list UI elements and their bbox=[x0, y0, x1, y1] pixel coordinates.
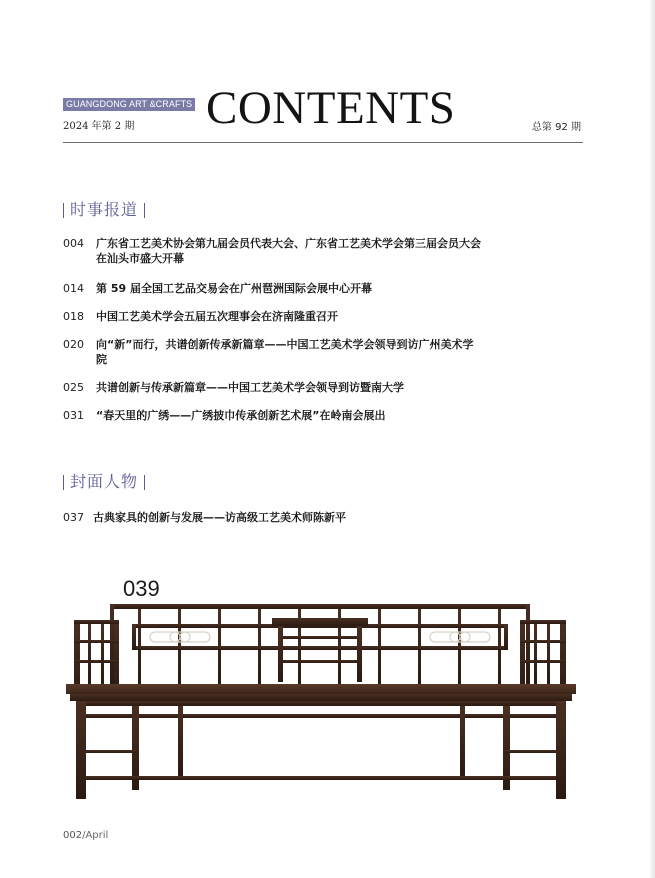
toc-entry[interactable] bbox=[63, 337, 483, 367]
heading-bar-right bbox=[144, 203, 145, 218]
toc-entry[interactable] bbox=[63, 236, 483, 266]
footer-month: /April bbox=[82, 830, 109, 841]
toc-title: 广东省工艺美术协会第九届会员代表大会、广东省工艺美术学会第三届会员大会在汕头市盛大开幕 bbox=[96, 237, 481, 265]
toc-list-cover-person bbox=[63, 510, 483, 525]
toc-page-number: 037 bbox=[63, 511, 84, 524]
toc-entry[interactable] bbox=[63, 408, 483, 423]
footer-page-number: 002 bbox=[63, 830, 83, 841]
header-divider bbox=[63, 142, 583, 143]
toc-entry[interactable] bbox=[63, 281, 483, 296]
toc-title: 共谱创新与传承新篇章——中国工艺美术学会领导到访暨南大学 bbox=[96, 381, 404, 394]
issue-number: 2024 年第 2 期 bbox=[63, 121, 135, 132]
toc-entry[interactable] bbox=[63, 380, 483, 395]
toc-page-number: 031 bbox=[63, 409, 84, 422]
section-heading-cover-person bbox=[63, 472, 145, 492]
toc-entry[interactable] bbox=[63, 309, 483, 324]
toc-title: “春天里的广绣——广绣披巾传承创新艺术展”在岭南会展出 bbox=[96, 409, 386, 422]
toc-list-news bbox=[63, 236, 483, 423]
toc-title: 中国工艺美术学会五届五次理事会在济南隆重召开 bbox=[96, 310, 338, 323]
luohan-bed-image bbox=[60, 600, 590, 805]
toc-page-number: 014 bbox=[63, 282, 84, 295]
section-heading-news bbox=[63, 200, 145, 220]
brand-badge: GUANGDONG ART &CRAFTS bbox=[63, 98, 195, 111]
page-footer bbox=[63, 830, 108, 841]
toc-page-number: 004 bbox=[63, 237, 84, 250]
toc-page-number: 025 bbox=[63, 381, 84, 394]
feature-page-number: 039 bbox=[123, 576, 160, 601]
toc-title: 第 59 届全国工艺品交易会在广州琶洲国际会展中心开幕 bbox=[96, 282, 372, 295]
total-issue-number: 总第 92 期 bbox=[531, 122, 581, 133]
heading-bar-right bbox=[144, 475, 145, 490]
toc-page-number: 020 bbox=[63, 338, 84, 351]
page-title: CONTENTS bbox=[206, 82, 456, 134]
section-heading-label: 时事报道 bbox=[70, 200, 139, 219]
section-heading-label: 封面人物 bbox=[70, 472, 139, 491]
toc-title: 古典家具的创新与发展——访高级工艺美术师陈新平 bbox=[93, 511, 346, 524]
toc-title: 向“新”而行，共谱创新传承新篇章——中国工艺美术学会领导到访广州美术学院 bbox=[96, 338, 474, 366]
page-edge-shadow bbox=[649, 0, 655, 878]
toc-page-number: 018 bbox=[63, 310, 84, 323]
toc-entry[interactable] bbox=[63, 510, 483, 525]
